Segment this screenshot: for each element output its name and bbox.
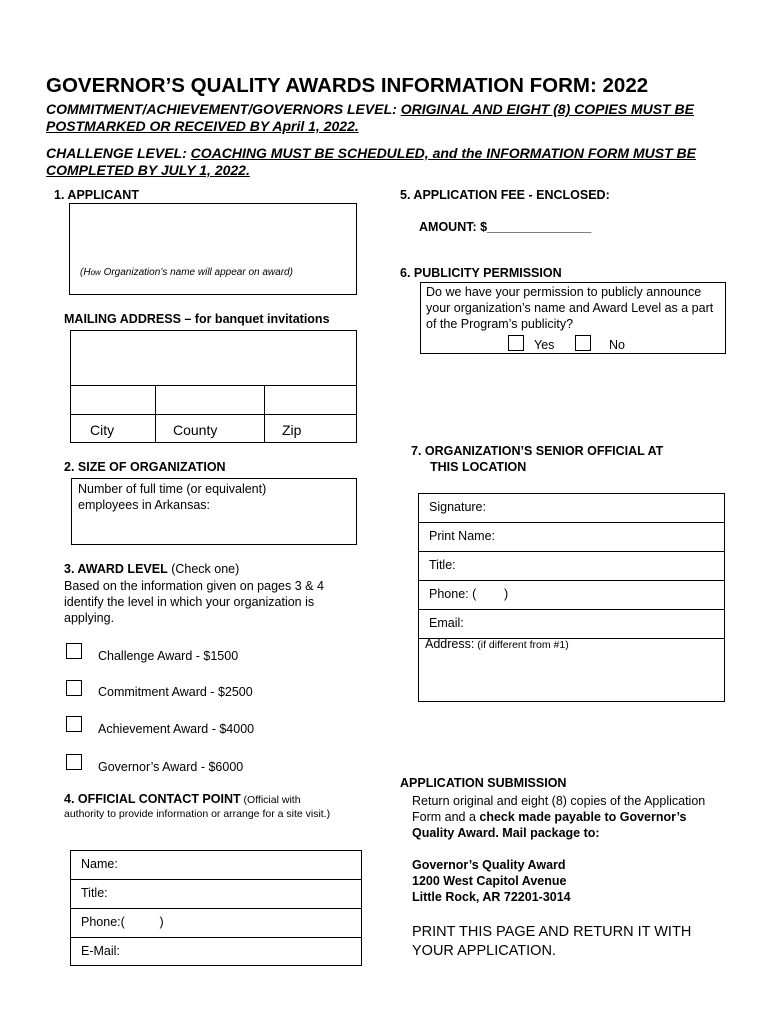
mailing-address-heading: MAILING ADDRESS – for banquet invitations [64, 312, 330, 326]
official-print-name-field[interactable]: Print Name: [419, 523, 724, 552]
challenge-award-label: Challenge Award - $1500 [98, 649, 239, 663]
mail-address-line1: Governor’s Quality Award [412, 858, 566, 872]
official-heading-line2: THIS LOCATION [430, 460, 527, 474]
contact-name-field[interactable]: Name: [71, 851, 361, 880]
contact-box [70, 850, 362, 966]
deadline-commitment: COMMITMENT/ACHIEVEMENT/GOVERNORS LEVEL: ORIGINAL AND EIGHT (8) COPIES MUST BE POSTMARKED OR RECEIVED BY April 1, 2022. [46, 101, 694, 134]
official-heading: 7. ORGANIZATION’S SENIOR OFFICIAL AT [411, 444, 664, 458]
publicity-box [420, 282, 726, 354]
governors-award-checkbox[interactable] [66, 754, 82, 770]
publicity-heading: 6. PUBLICITY PERMISSION [400, 266, 562, 280]
official-email-field[interactable]: Email: [419, 610, 724, 639]
contact-phone-field[interactable]: Phone:( ) [71, 909, 361, 938]
county-label: County [173, 422, 218, 438]
award-text: Based on the information given on pages 3 & 4 identify the level in which your organization is applying. [64, 579, 324, 625]
achievement-award-checkbox[interactable] [66, 716, 82, 732]
contact-title-field[interactable]: Title: [71, 880, 361, 909]
achievement-award-label: Achievement Award - $4000 [98, 722, 255, 736]
mail-address-line3: Little Rock, AR 72201-3014 [412, 890, 571, 904]
mail-address-line2: 1200 West Capitol Avenue [412, 874, 567, 888]
applicant-note: (How Organization’s name will appear on award) [80, 267, 293, 278]
fee-heading: 5. APPLICATION FEE - ENCLOSED: [400, 188, 610, 202]
fee-amount[interactable]: AMOUNT: $_______________ [419, 220, 592, 234]
print-instruction-line2: YOUR APPLICATION. [412, 943, 556, 959]
challenge-award-checkbox[interactable] [66, 643, 82, 659]
size-text: Number of full time (or equivalent) employees in Arkansas: [78, 482, 267, 512]
commitment-award-label: Commitment Award - $2500 [98, 685, 253, 699]
award-heading: 3. AWARD LEVEL (Check one) [64, 562, 240, 576]
deadline-challenge: CHALLENGE LEVEL: COACHING MUST BE SCHEDULED, and the INFORMATION FORM MUST BE COMPLETED BY JULY 1, 2022. [46, 145, 696, 178]
contact-email-field[interactable]: E-Mail: [81, 944, 120, 958]
submission-heading: APPLICATION SUBMISSION [400, 776, 567, 790]
official-phone-field[interactable]: Phone: ( ) [419, 581, 724, 610]
governors-award-label: Governor’s Award - $6000 [98, 760, 244, 774]
publicity-no-checkbox[interactable] [575, 335, 591, 351]
contact-note: authority to provide information or arrange for a site visit.) [64, 808, 331, 820]
publicity-no-label: No [609, 338, 625, 352]
mailing-address-box[interactable] [70, 330, 357, 443]
official-title-field[interactable]: Title: [419, 552, 724, 581]
official-address-field[interactable]: Address: (if different from #1) [425, 637, 569, 651]
contact-heading: 4. OFFICIAL CONTACT POINT (Official with [64, 792, 301, 806]
zip-label: Zip [282, 422, 302, 438]
page-title: GOVERNOR’S QUALITY AWARDS INFORMATION FORM: 2022 [46, 74, 649, 97]
official-signature-field[interactable]: Signature: [419, 494, 724, 523]
city-label: City [90, 422, 115, 438]
commitment-award-checkbox[interactable] [66, 680, 82, 696]
applicant-heading: 1. APPLICANT [54, 188, 139, 202]
size-heading: 2. SIZE OF ORGANIZATION [64, 460, 226, 474]
publicity-text: Do we have your permission to publicly announce your organization’s name and Award Level as a part of the Program’s publicity? [426, 285, 714, 331]
submission-text: Return original and eight (8) copies of the Application Form and a check made payable to Governor’s Quality Award. Mail package to: [412, 794, 706, 840]
applicant-name-box[interactable] [69, 203, 357, 295]
size-box[interactable] [71, 478, 357, 545]
print-instruction-line1: PRINT THIS PAGE AND RETURN IT WITH [412, 924, 692, 940]
official-box [418, 493, 725, 702]
publicity-yes-checkbox[interactable] [508, 335, 524, 351]
publicity-yes-label: Yes [534, 338, 555, 352]
